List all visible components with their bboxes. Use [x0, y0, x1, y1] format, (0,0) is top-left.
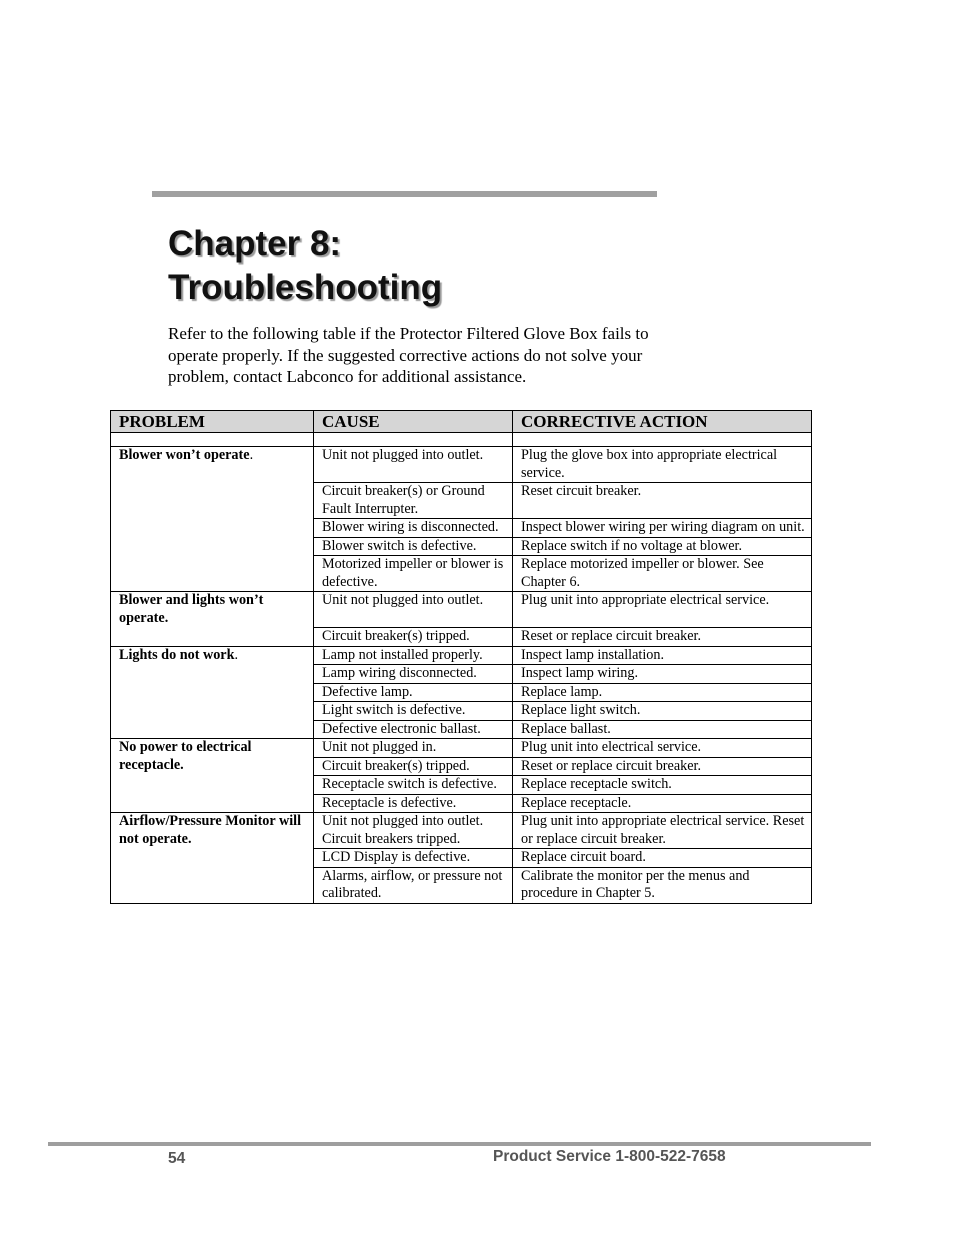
- action-cell: Replace circuit board.: [513, 849, 812, 868]
- cause-cell: Motorized impeller or blower is defective.: [314, 556, 513, 592]
- problem-cell: [111, 739, 314, 813]
- table-spacer-row: [111, 433, 812, 447]
- table-row: [111, 646, 812, 665]
- cause-cell: Lamp wiring disconnected.: [314, 665, 513, 684]
- problem-suffix: .: [234, 646, 239, 663]
- action-cell: Inspect lamp installation.: [513, 646, 812, 665]
- chapter-number: Chapter 8:: [168, 224, 342, 263]
- action-cell: Replace ballast.: [513, 720, 812, 739]
- intro-line: problem, contact Labconco for additional assistance.: [168, 367, 527, 387]
- cause-cell: Circuit breaker(s) tripped.: [314, 757, 513, 776]
- table-row: [111, 592, 812, 628]
- action-cell: Reset or replace circuit breaker.: [513, 757, 812, 776]
- action-cell: Inspect lamp wiring.: [513, 665, 812, 684]
- problem-text: Airflow/Pressure Monitor will not operate.: [119, 813, 302, 847]
- action-cell: Inspect blower wiring per wiring diagram on unit.: [513, 519, 812, 538]
- cause-cell: Lamp not installed properly.: [314, 646, 513, 665]
- table-row: [111, 447, 812, 483]
- product-service-line: Product Service 1-800-522-7658: [493, 1148, 726, 1165]
- action-cell: Plug unit into appropriate electrical service. Reset or replace circuit breaker.: [513, 813, 812, 849]
- action-cell: Replace receptacle.: [513, 794, 812, 813]
- action-cell: Reset or replace circuit breaker.: [513, 628, 812, 647]
- table-header-row: [111, 411, 812, 433]
- troubleshooting-table: [110, 410, 812, 904]
- problem-cell: [111, 447, 314, 592]
- action-cell: Plug the glove box into appropriate electrical service.: [513, 447, 812, 483]
- intro-paragraph: [168, 323, 728, 388]
- header-problem: PROBLEM: [111, 411, 314, 433]
- action-cell: Replace motorized impeller or blower. See Chapter 6.: [513, 556, 812, 592]
- cause-cell: Light switch is defective.: [314, 702, 513, 721]
- action-cell: Replace light switch.: [513, 702, 812, 721]
- header-corrective-action: CORRECTIVE ACTION: [513, 411, 812, 433]
- chapter-title: [168, 222, 442, 310]
- footer-rule: [48, 1142, 871, 1146]
- cause-cell: Blower wiring is disconnected.: [314, 519, 513, 538]
- cause-cell: Receptacle switch is defective.: [314, 776, 513, 795]
- cause-cell: Unit not plugged into outlet.: [314, 592, 513, 628]
- cause-cell: Defective electronic ballast.: [314, 720, 513, 739]
- cause-cell: Circuit breaker(s) or Ground Fault Interrupter.: [314, 483, 513, 519]
- action-cell: Plug unit into appropriate electrical service.: [513, 592, 812, 628]
- cause-cell: Unit not plugged into outlet. Circuit breakers tripped.: [314, 813, 513, 849]
- problem-text: Lights do not work: [119, 646, 235, 663]
- cause-cell: Alarms, airflow, or pressure not calibrated.: [314, 867, 513, 903]
- action-cell: Replace switch if no voltage at blower.: [513, 537, 812, 556]
- cause-cell: Defective lamp.: [314, 683, 513, 702]
- action-cell: Replace receptacle switch.: [513, 776, 812, 795]
- cause-cell: Receptacle is defective.: [314, 794, 513, 813]
- action-cell: Replace lamp.: [513, 683, 812, 702]
- action-cell: Reset circuit breaker.: [513, 483, 812, 519]
- cause-cell: Circuit breaker(s) tripped.: [314, 628, 513, 647]
- problem-text: Blower won’t operate: [119, 447, 250, 463]
- intro-line: operate properly. If the suggested corrective actions do not solve your: [168, 345, 643, 365]
- action-cell: Calibrate the monitor per the menus and procedure in Chapter 5.: [513, 867, 812, 903]
- problem-suffix: .: [249, 447, 254, 463]
- intro-line: Refer to the following table if the Protector Filtered Glove Box fails to: [168, 324, 649, 343]
- problem-cell: [111, 813, 314, 904]
- table-row: [111, 739, 812, 758]
- header-rule: [152, 191, 657, 197]
- problem-cell: [111, 646, 314, 739]
- page-number: 54: [168, 1150, 186, 1167]
- problem-text: Blower and lights won’t operate.: [119, 592, 264, 626]
- problem-text: No power to electrical receptacle.: [119, 739, 252, 773]
- problem-cell: [111, 592, 314, 647]
- table-row: [111, 813, 812, 849]
- cause-cell: Unit not plugged into outlet.: [314, 447, 513, 483]
- chapter-name: Troubleshooting: [168, 268, 443, 307]
- cause-cell: Unit not plugged in.: [314, 739, 513, 758]
- action-cell: Plug unit into electrical service.: [513, 739, 812, 758]
- header-cause: CAUSE: [314, 411, 513, 433]
- cause-cell: LCD Display is defective.: [314, 849, 513, 868]
- cause-cell: Blower switch is defective.: [314, 537, 513, 556]
